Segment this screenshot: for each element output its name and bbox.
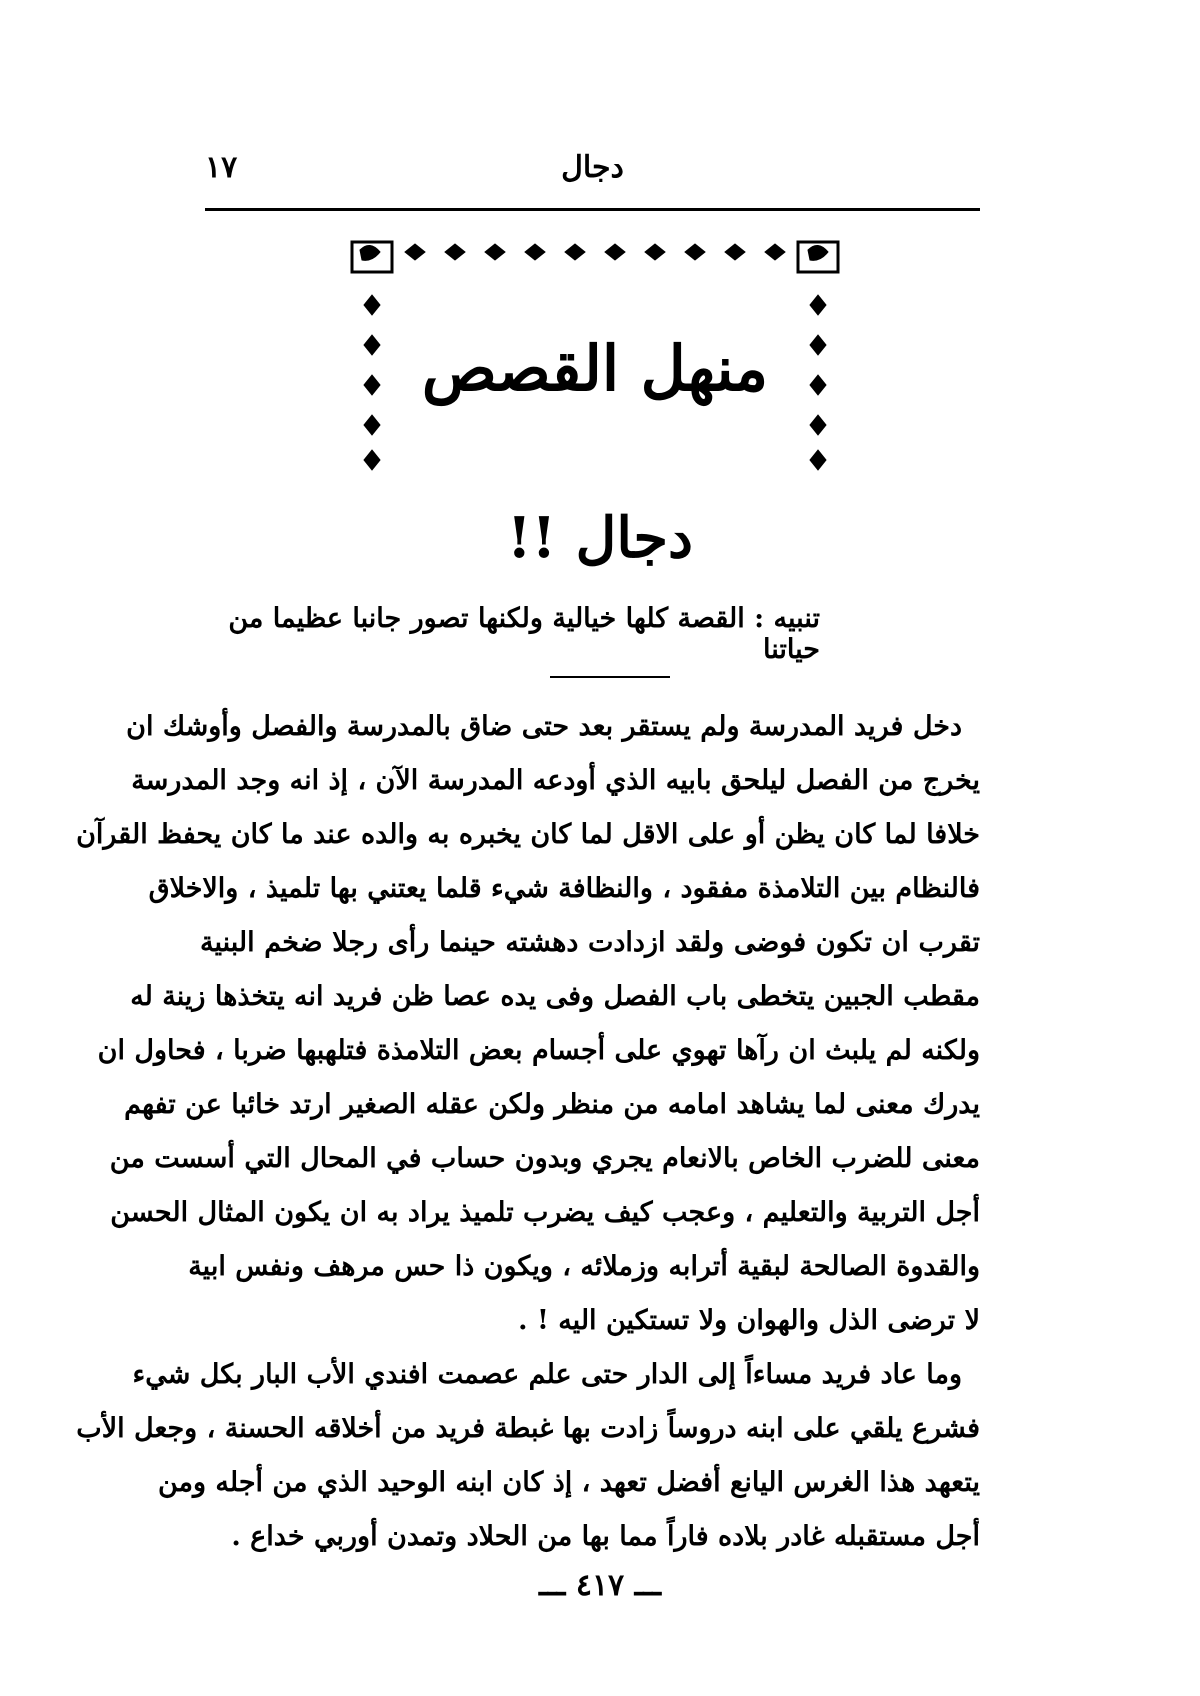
text-line: ولكنه لم يلبث ان رآها تهوي على أجسام بعض التلامذة فتلهبها ضربا ، فحاول ان <box>97 1035 980 1066</box>
note-divider <box>550 676 670 678</box>
text-line: يخرج من الفصل ليلحق بابيه الذي أودعه المدرسة الآن ، إذ انه وجد المدرسة <box>131 765 980 796</box>
page-footer-number: ـــ ٤١٧ ـــ <box>539 1568 661 1603</box>
story-title: دجال !! <box>507 505 693 571</box>
text-line: دخل فريد المدرسة ولم يستقر بعد حتى ضاق بالمدرسة والفصل وأوشك ان <box>126 711 962 742</box>
text-line: يدرك معنى لما يشاهد امامه من منظر ولكن عقله الصغير ارتد خائبا عن تفهم <box>124 1089 980 1120</box>
running-title: دجال <box>561 150 624 185</box>
disclaimer-note: تنبيه : القصة كلها خيالية ولكنها تصور جانبا عظيما من حياتنا <box>228 603 820 665</box>
text-line: فشرع يلقي على ابنه دروساً زادت بها غبطة فريد من أخلاقه الحسنة ، وجعل الأب <box>76 1413 980 1444</box>
paragraph-2 <box>76 1348 980 1564</box>
paragraph-1 <box>76 700 980 1348</box>
text-line: فالنظام بين التلامذة مفقود ، والنظافة شيء قلما يعتني بها تلميذ ، والاخلاق <box>148 873 980 904</box>
text-line: مقطب الجبين يتخطى باب الفصل وفى يده عصا ظن فريد انه يتخذها زينة له <box>130 981 980 1012</box>
ornament-heading-text: منهل القصص <box>421 332 769 405</box>
header-rule <box>205 208 980 211</box>
text-line: معنى للضرب الخاص بالانعام يجري وبدون حساب في المحال التي أسست من <box>109 1143 980 1174</box>
text-line: أجل مستقبله غادر بلاده فاراً مما بها من الحلاد وتمدن أوربي خداع . <box>231 1521 980 1552</box>
text-line: تقرب ان تكون فوضى ولقد ازدادت دهشته حينما رأى رجلا ضخم البنية <box>200 927 980 958</box>
text-line: والقدوة الصالحة لبقية أترابه وزملائه ، ويكون ذا حس مرهف ونفس ابية <box>188 1251 980 1282</box>
text-line: أجل التربية والتعليم ، وعجب كيف يضرب تلميذ يراد به ان يكون المثال الحسن <box>110 1197 980 1228</box>
ornamental-heading-frame <box>350 240 840 475</box>
running-page-number: ١٧ <box>205 150 238 185</box>
running-head <box>205 150 980 196</box>
text-line: خلافا لما كان يظن أو على الاقل لما كان يخبره به والده عند ما كان يحفظ القرآن <box>76 819 980 850</box>
text-line: وما عاد فريد مساءاً إلى الدار حتى علم عصمت افندي الأب البار بكل شيء <box>132 1359 962 1390</box>
text-line: يتعهد هذا الغرس اليانع أفضل تعهد ، إذ كان ابنه الوحيد الذي من أجله ومن <box>157 1467 980 1498</box>
story-body <box>76 700 980 1564</box>
text-line: لا ترضى الذل والهوان ولا تستكين اليه ! . <box>518 1305 980 1336</box>
